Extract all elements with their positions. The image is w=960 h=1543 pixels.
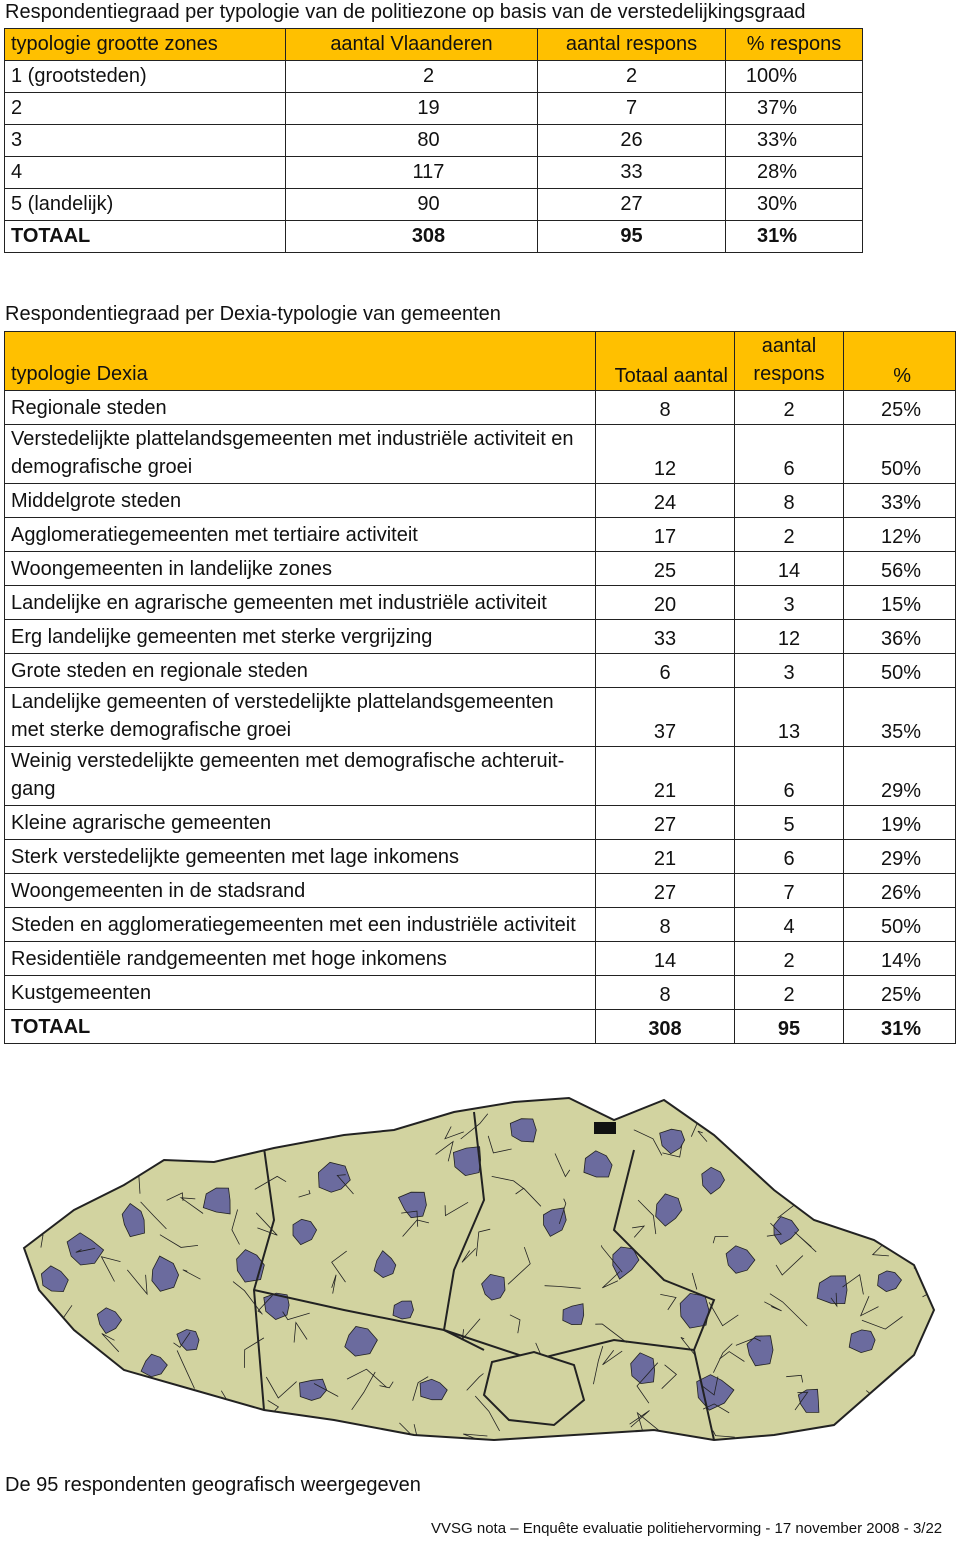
table-row [5,189,863,221]
cell: 31% [844,1010,956,1044]
cell: 6 [735,747,844,806]
cell: 8 [596,908,735,942]
cell: 308 [596,1010,735,1044]
municipality-border [879,1197,910,1218]
table-row [5,654,956,688]
cell: 2 [538,61,726,93]
municipality-border [56,1330,76,1363]
table-row [5,586,956,620]
cell: 19 [286,93,538,125]
cell: 25 [596,552,735,586]
municipality-border [863,1121,880,1145]
municipality-border [244,1119,263,1132]
respondent-municipality [849,1330,875,1353]
cell: Landelijke gemeenten of verstedelijkte plattelandsgemeenten met sterke demografische groei [5,688,596,747]
cell: 33 [538,157,726,189]
cell: 37% [726,93,863,125]
table-row [5,93,863,125]
dexia-typology-response-table [4,331,956,1044]
table-row [5,874,956,908]
cell: 2 [286,61,538,93]
table-row [5,908,956,942]
cell: Middelgrote steden [5,484,596,518]
cell: 95 [735,1010,844,1044]
municipality-border [100,1112,109,1126]
municipality-border [147,1123,162,1158]
cell: 3 [735,586,844,620]
cell: 50% [844,654,956,688]
cell: 1 (grootsteden) [5,61,286,93]
cell: 8 [735,484,844,518]
cell: 33 [596,620,735,654]
cell: 117 [286,157,538,189]
cell: 4 [735,908,844,942]
cell: 6 [735,840,844,874]
cell: 3 [5,125,286,157]
municipality-border [919,1374,948,1393]
cell: Kustgemeenten [5,976,596,1010]
cell: 31% [726,221,863,253]
municipality-border [277,1102,287,1121]
cell: 27 [596,874,735,908]
total-row [5,1010,956,1044]
header-cell: typologie Dexia [5,332,596,391]
table-row [5,425,956,484]
cell: TOTAAL [5,1010,596,1044]
cell: 6 [596,654,735,688]
cell: 100% [726,61,863,93]
table1-title: Respondentiegraad per typologie van de politiezone op basis van de verstedelijkingsgraad [5,1,806,23]
municipality-border [861,1159,880,1192]
header-cell: % [844,332,956,391]
page-footer: VVSG nota – Enquête evaluatie politiehervorming - 17 november 2008 - 3/22 [431,1520,943,1537]
municipality-border [119,1144,144,1149]
cell: 12 [735,620,844,654]
municipality-border [234,1128,252,1150]
cell: 308 [286,221,538,253]
table-row [5,391,956,425]
cell: Woongemeenten in landelijke zones [5,552,596,586]
cell: 80 [286,125,538,157]
cell: 21 [596,840,735,874]
cell: 14 [735,552,844,586]
cell: 36% [844,620,956,654]
table-header-row [5,332,956,391]
header-cell: aantal Vlaanderen [286,29,538,61]
cell: Woongemeenten in de stadsrand [5,874,596,908]
table-row [5,840,956,874]
cell: 14 [596,942,735,976]
cell: 12% [844,518,956,552]
table-header-row [5,29,863,61]
header-cell: Totaal aantal [596,332,735,391]
cell: Weinig verstedelijkte gemeenten met demografische achteruit-gang [5,747,596,806]
cell: 5 (landelijk) [5,189,286,221]
cell: 2 [735,391,844,425]
table-row [5,620,956,654]
enclave-marker [594,1122,616,1134]
cell: Steden en agglomeratiegemeenten met een industriële activiteit [5,908,596,942]
table-row [5,688,956,747]
cell: 25% [844,976,956,1010]
cell: 33% [726,125,863,157]
cell: 8 [596,976,735,1010]
cell: 30% [726,189,863,221]
police-zone-response-table [4,28,863,253]
cell: 7 [735,874,844,908]
cell: 26 [538,125,726,157]
cell: 8 [596,391,735,425]
cell: 29% [844,840,956,874]
cell: 14% [844,942,956,976]
municipality-border [892,1152,912,1187]
header-cell: % respons [726,29,863,61]
cell: 20 [596,586,735,620]
cell: 19% [844,806,956,840]
cell: 6 [735,425,844,484]
cell: 13 [735,688,844,747]
cell: Grote steden en regionale steden [5,654,596,688]
cell: 21 [596,747,735,806]
header-cell: aantal respons [538,29,726,61]
cell: 17 [596,518,735,552]
cell: Regionale steden [5,391,596,425]
municipality-border [834,1165,853,1178]
cell: 26% [844,874,956,908]
cell: 35% [844,688,956,747]
cell: Agglomeratiegemeenten met tertiaire activiteit [5,518,596,552]
municipality-border [14,1291,37,1314]
municipality-border [175,1106,192,1133]
cell: Verstedelijkte plattelandsgemeenten met industriële activiteit en demografische groei [5,425,596,484]
cell: 50% [844,425,956,484]
municipality-border [35,1155,43,1177]
cell: 33% [844,484,956,518]
cell: Residentiële randgemeenten met hoge inkomens [5,942,596,976]
cell: 37 [596,688,735,747]
map-caption: De 95 respondenten geografisch weergegeven [5,1474,421,1496]
municipality-border [823,1142,852,1157]
total-row [5,221,863,253]
header-cell: typologie grootte zones [5,29,286,61]
cell: 90 [286,189,538,221]
cell: 7 [538,93,726,125]
cell: 5 [735,806,844,840]
cell: 2 [735,942,844,976]
cell: 2 [735,976,844,1010]
cell: 56% [844,552,956,586]
table-row [5,518,956,552]
cell: 2 [735,518,844,552]
cell: 24 [596,484,735,518]
cell: Sterk verstedelijkte gemeenten met lage inkomens [5,840,596,874]
cell: Erg landelijke gemeenten met sterke vergrijzing [5,620,596,654]
header-cell: aantal respons [735,332,844,391]
municipality-border [50,1194,81,1197]
cell: Landelijke en agrarische gemeenten met industriële activiteit [5,586,596,620]
cell: 15% [844,586,956,620]
table-row [5,747,956,806]
municipality-border [37,1178,59,1185]
cell: 29% [844,747,956,806]
table-row [5,976,956,1010]
cell: 2 [5,93,286,125]
cell: 27 [538,189,726,221]
cell: Kleine agrarische gemeenten [5,806,596,840]
table-row [5,157,863,189]
cell: 4 [5,157,286,189]
cell: 28% [726,157,863,189]
municipality-border [120,1391,153,1405]
table-row [5,806,956,840]
cell: 12 [596,425,735,484]
table-row [5,484,956,518]
table-row [5,942,956,976]
cell: 27 [596,806,735,840]
municipality-border [15,1370,47,1388]
municipality-border [899,1101,923,1115]
cell: 3 [735,654,844,688]
table2-title: Respondentiegraad per Dexia-typologie van gemeenten [5,303,501,325]
table-row [5,61,863,93]
table-row [5,552,956,586]
table-row [5,125,863,157]
table-body [5,391,956,1010]
cell: 95 [538,221,726,253]
cell: TOTAAL [5,221,286,253]
cell: 25% [844,391,956,425]
flanders-respondents-map [14,1090,952,1462]
cell: 50% [844,908,956,942]
